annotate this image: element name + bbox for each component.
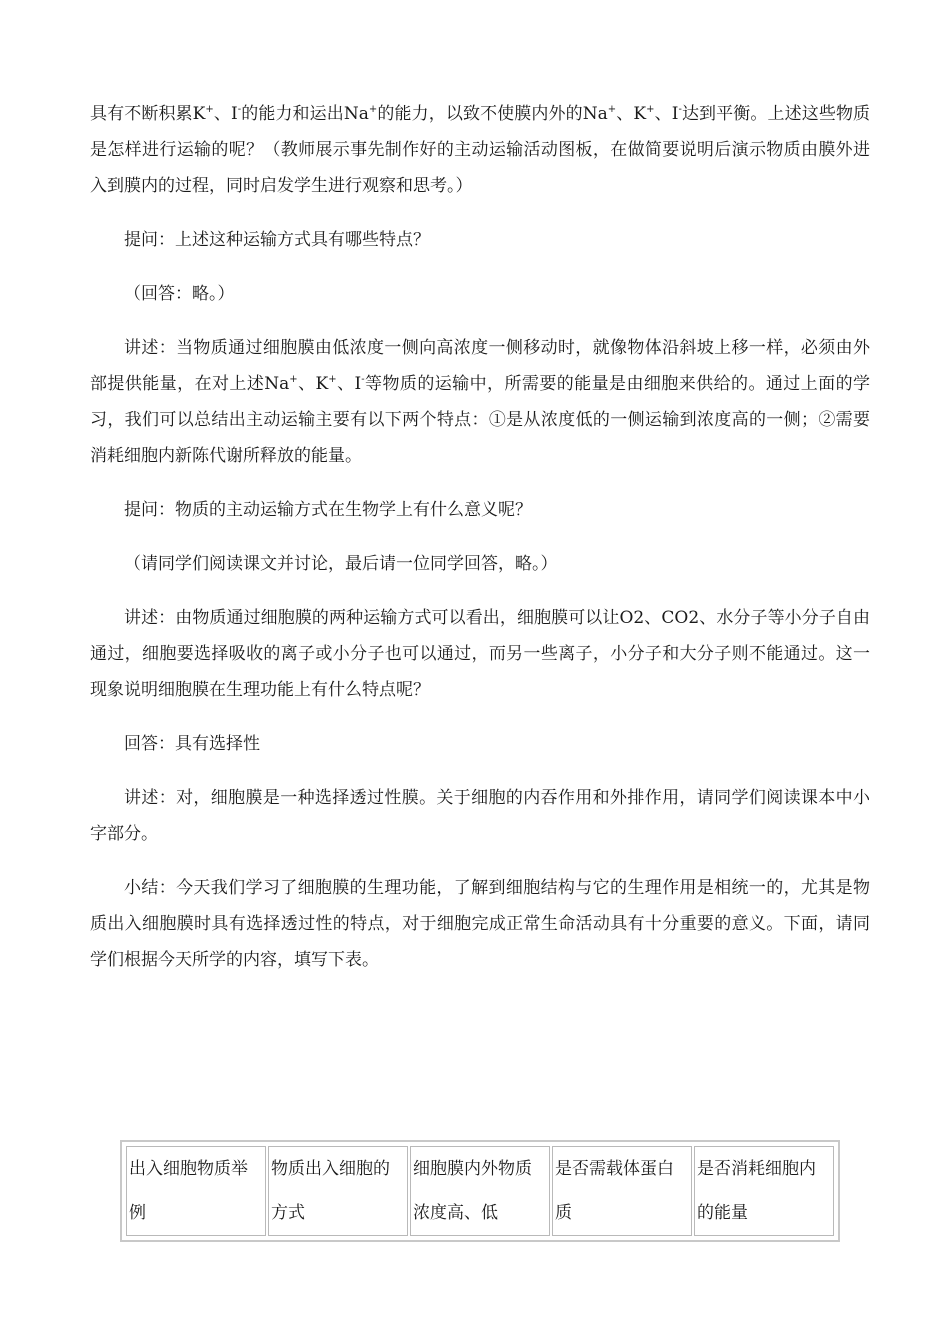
- table-cell: 是否需载体蛋白质: [552, 1146, 692, 1236]
- paragraph-active-transport-intro: [90, 96, 870, 204]
- summary-table-frame: [120, 1140, 840, 1242]
- superscript: -: [361, 374, 365, 385]
- superscript: -: [237, 104, 242, 115]
- text-run: 、I: [654, 104, 679, 124]
- text-run: 讲述：当物质通过细胞膜由低浓度一侧向高浓度一侧移动时，就像物体沿斜坡上移一样，必须由外部提供能量，在对上述Na: [90, 338, 870, 394]
- paragraph-answer-selectivity: 回答：具有选择性: [124, 734, 260, 754]
- superscript: +: [289, 374, 298, 385]
- summary-table: [124, 1144, 836, 1238]
- text-run: 等物质的运输中，所需要的能量是由细胞来供给的。通过上面的学习，我们可以总结出主动运输主要有以下两个特点：①是从浓度低的一侧运输到浓度高的一侧；②需要消耗细胞内新陈代谢所释放的能量。: [90, 374, 871, 466]
- paragraph-lecture-selective-membrane: 讲述：对，细胞膜是一种选择透过性膜。关于细胞的内吞作用和外排作用，请同学们阅读课本中小字部分。: [90, 788, 870, 844]
- text-run: 具有不断积累K: [90, 104, 206, 124]
- text-run: 、K: [616, 104, 647, 124]
- paragraph-question-significance: 提问：物质的主动运输方式在生物学上有什么意义呢？: [124, 500, 532, 520]
- text-run: 、I: [336, 374, 362, 394]
- text-run: 的能力，以致不使膜内外的Na: [377, 104, 608, 124]
- document-body: [90, 96, 870, 978]
- paragraph-discussion-note: （请同学们阅读课文并讨论，最后请一位同学回答，略。）: [124, 554, 558, 574]
- text-run: 达到平衡。上述这些物质是怎样进行运输的呢？（教师展示事先制作好的主动运输活动图板，在做简要说明后演示物质由膜外进入到膜内的过程，同时启发学生进行观察和思考。）: [90, 104, 871, 196]
- paragraph-lecture-energy: [90, 330, 870, 474]
- superscript: -: [678, 104, 682, 115]
- superscript: +: [205, 104, 214, 115]
- superscript: +: [646, 104, 655, 115]
- superscript: +: [368, 104, 378, 115]
- superscript: +: [607, 104, 617, 115]
- table-cell: 出入细胞物质举例: [126, 1146, 266, 1236]
- table-cell: 是否消耗细胞内的能量: [694, 1146, 834, 1236]
- paragraph-summary: 小结：今天我们学习了细胞膜的生理功能，了解到细胞结构与它的生理作用是相统一的，尤其是物质出入细胞膜时具有选择透过性的特点，对于细胞完成正常生命活动具有十分重要的意义。下面，请同学们根据今天所学的内容，填写下表。: [90, 878, 870, 970]
- superscript: +: [328, 374, 337, 385]
- paragraph-question-features: 提问：上述这种运输方式具有哪些特点？: [124, 230, 430, 250]
- table-cell: 物质出入细胞的方式: [268, 1146, 408, 1236]
- text-run: 、K: [297, 374, 329, 394]
- text-run: 的能力和运出Na: [241, 104, 369, 124]
- table-cell: 细胞膜内外物质浓度高、低: [410, 1146, 550, 1236]
- paragraph-answer-omitted: （回答：略。）: [124, 284, 235, 304]
- table-header-row: [126, 1146, 834, 1236]
- text-run: 、I: [213, 104, 238, 124]
- paragraph-lecture-permeability: 讲述：由物质通过细胞膜的两种运输方式可以看出，细胞膜可以让O2、CO2、水分子等小分子自由通过，细胞要选择吸收的离子或小分子也可以通过，而另一些离子，小分子和大分子则不能通过。这一现象说明细胞膜在生理功能上有什么特点呢？: [90, 608, 870, 700]
